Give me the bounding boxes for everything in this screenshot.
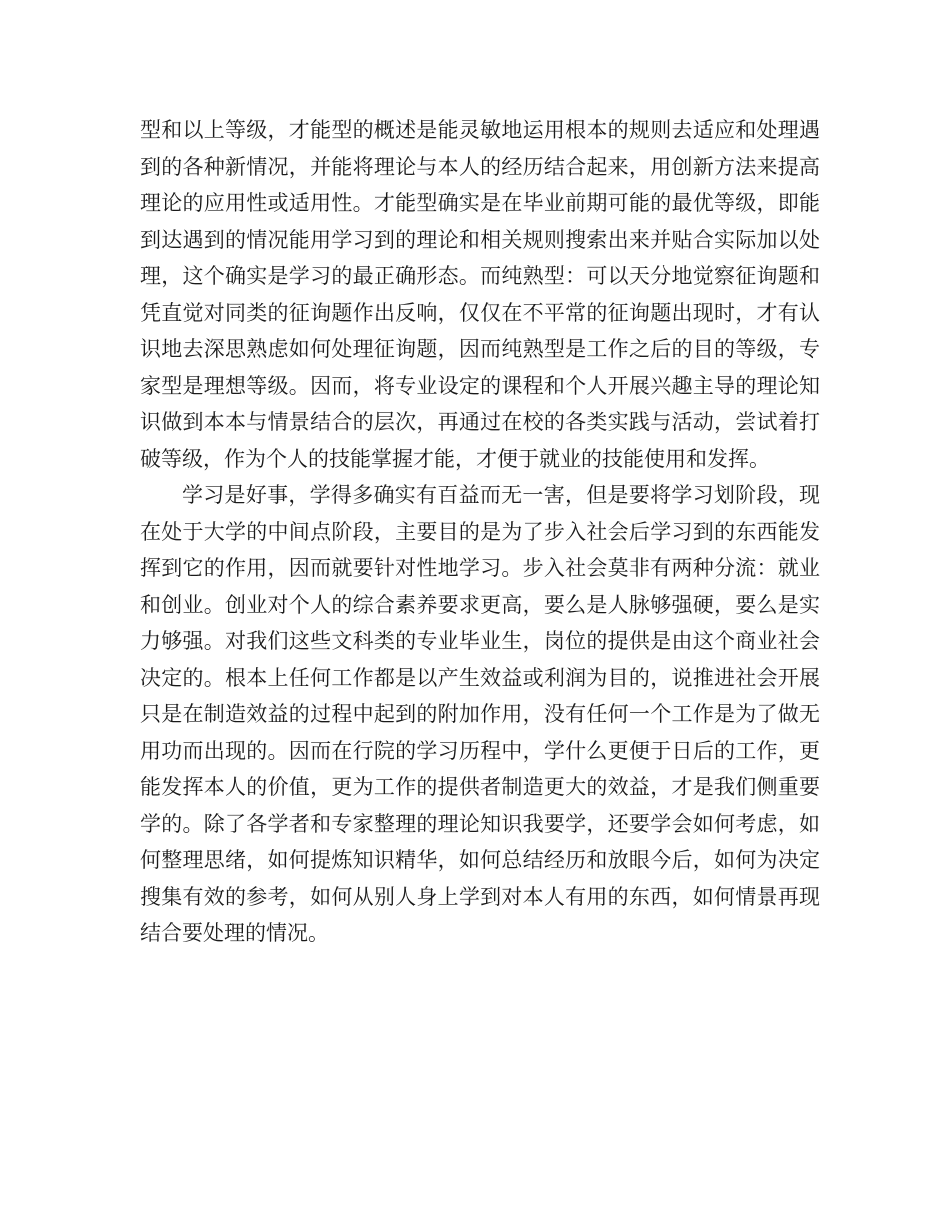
paragraph-continuation: 型和以上等级，才能型的概述是能灵敏地运用根本的规则去适应和处理遇到的各种新情况，并能将理论与本人的经历结合起来，用创新方法来提高理论的应用性或适用性。才能型确实是在毕业前期可能的最优等级，即能到达遇到的情况能用学习到的理论和相关规则搜索出来并贴合实际加以处理，这个确实是学习的最正确形态。而纯熟型：可以天分地觉察征询题和凭直觉对同类的征询题作出反响，仅仅在不平常的征询题出现时，才有认识地去深思熟虑如何处理征询题，因而纯熟型是工作之后的目的等级，专家型是理想等级。因而，将专业设定的课程和个人开展兴趣主导的理论知识做到本本与情景结合的层次，再通过在校的各类实践与活动，尝试着打破等级，作为个人的技能掌握才能，才便于就业的技能使用和发挥。 [140, 118, 820, 471]
document-page [140, 112, 820, 952]
paragraph-learning-stages: 学习是好事，学得多确实有百益而无一害，但是要将学习划阶段，现在处于大学的中间点阶段，主要目的是为了步入社会后学习到的东西能发挥到它的作用，因而就要针对性地学习。步入社会莫非有两种分流：就业和创业。创业对个人的综合素养要求更高，要么是人脉够强硬，要么是实力够强。对我们这些文科类的专业毕业生，岗位的提供是由这个商业社会决定的。根本上任何工作都是以产生效益或利润为目的，说推进社会开展只是在制造效益的过程中起到的附加作用，没有任何一个工作是为了做无用功而出现的。因而在行院的学习历程中，学什么更便于日后的工作，更能发挥本人的价值，更为工作的提供者制造更大的效益，才是我们侧重要学的。除了各学者和专家整理的理论知识我要学，还要学会如何考虑，如何整理思绪，如何提炼知识精华，如何总结经历和放眼今后，如何为决定搜集有效的参考，如何从别人身上学到对本人有用的东西，如何情景再现结合要处理的情况。 [140, 483, 820, 945]
